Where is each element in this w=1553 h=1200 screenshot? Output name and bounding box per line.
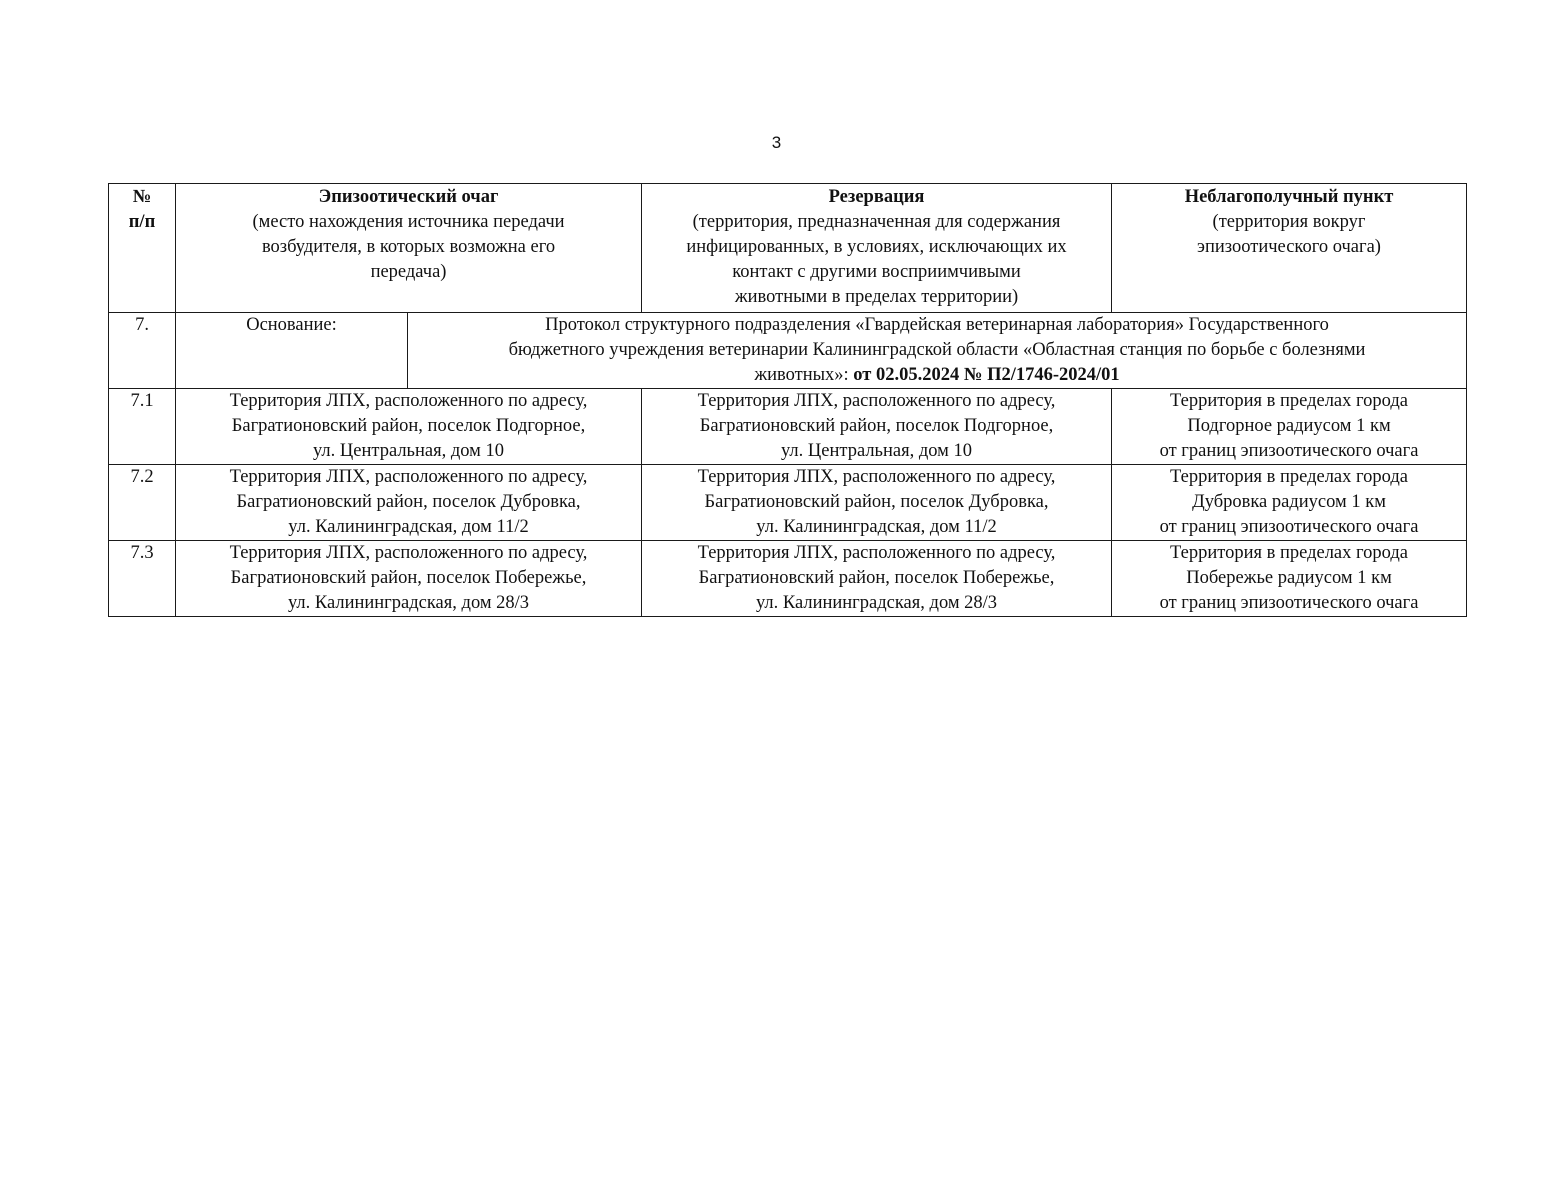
cell-line: ул. Калининградская, дом 11/2 (288, 517, 529, 537)
table-row (109, 541, 1467, 617)
basis-line: бюджетного учреждения ветеринарии Калининградской области «Областная станция по борьбе с болезнями (508, 340, 1366, 360)
basis-line-start: животных»: (754, 365, 849, 385)
cell-line: ул. Центральная, дом 10 (313, 441, 505, 461)
cell-line: от границ эпизоотического очага (1159, 593, 1419, 613)
row-unfavorable (1112, 465, 1467, 541)
header-row (109, 184, 1467, 313)
cell-line: Территория ЛПХ, расположенного по адресу, (697, 391, 1056, 411)
header-unfavorable-line: эпизоотического очага) (1197, 237, 1381, 257)
header-reservation (642, 184, 1112, 313)
cell-line: ул. Калининградская, дом 11/2 (756, 517, 997, 537)
cell-line: Территория ЛПХ, расположенного по адресу, (229, 391, 588, 411)
header-reservation-line: (территория, предназначенная для содержания (692, 212, 1061, 232)
header-unfavorable (1112, 184, 1467, 313)
row-reservation (642, 541, 1112, 617)
header-focus (176, 184, 642, 313)
basis-num: 7. (109, 313, 176, 389)
basis-line (412, 363, 1462, 388)
cell-line: Дубровка радиусом 1 км (1192, 492, 1386, 512)
cell-line: ул. Калининградская, дом 28/3 (287, 593, 530, 613)
row-num: 7.2 (109, 465, 176, 541)
cell-line: Территория ЛПХ, расположенного по адресу, (697, 467, 1056, 487)
cell-line: Багратионовский район, поселок Дубровка, (704, 492, 1049, 512)
cell-line: Территория в пределах города (1170, 391, 1408, 411)
row-focus (176, 541, 642, 617)
cell-line: Подгорное радиусом 1 км (1187, 416, 1391, 436)
cell-line: Территория ЛПХ, расположенного по адресу, (697, 543, 1056, 563)
header-focus-line: возбудителя, в которых возможна его (261, 237, 556, 257)
cell-line: Багратионовский район, поселок Побережье, (230, 568, 587, 588)
cell-line: Багратионовский район, поселок Дубровка, (236, 492, 581, 512)
cell-line: ул. Центральная, дом 10 (781, 441, 973, 461)
header-unfavorable-line: (территория вокруг (1212, 212, 1366, 232)
row-unfavorable (1112, 541, 1467, 617)
cell-line: Территория в пределах города (1170, 543, 1408, 563)
row-reservation (642, 465, 1112, 541)
header-num (109, 184, 176, 313)
table-row (109, 389, 1467, 465)
header-reservation-line: инфицированных, в условиях, исключающих их (686, 237, 1067, 257)
cell-line: ул. Калининградская, дом 28/3 (755, 593, 998, 613)
row-focus (176, 389, 642, 465)
cell-line: Территория в пределах города (1170, 467, 1408, 487)
foci-table (108, 183, 1467, 617)
cell-line: Багратионовский район, поселок Подгорное, (699, 416, 1054, 436)
row-reservation (642, 389, 1112, 465)
header-unfavorable-title: Неблагополучный пункт (1184, 187, 1394, 207)
header-focus-line: (место нахождения источника передачи (252, 212, 565, 232)
header-reservation-title: Резервация (828, 187, 925, 207)
cell-line: Территория ЛПХ, расположенного по адресу, (229, 467, 588, 487)
header-num-line: п/п (128, 212, 156, 232)
header-focus-title: Эпизоотический очаг (318, 187, 499, 207)
header-num-line: № (132, 187, 152, 207)
table-row (109, 465, 1467, 541)
basis-label: Основание: (176, 313, 408, 389)
cell-line: от границ эпизоотического очага (1159, 441, 1419, 461)
cell-line: от границ эпизоотического очага (1159, 517, 1419, 537)
cell-line: Территория ЛПХ, расположенного по адресу, (229, 543, 588, 563)
row-num: 7.3 (109, 541, 176, 617)
header-focus-line: передача) (370, 262, 447, 282)
basis-row (109, 313, 1467, 389)
basis-line: Протокол структурного подразделения «Гвардейская ветеринарная лаборатория» Государственного (545, 315, 1329, 335)
basis-text (408, 313, 1467, 389)
cell-line: Побережье радиусом 1 км (1186, 568, 1392, 588)
row-unfavorable (1112, 389, 1467, 465)
protocol-reference: от 02.05.2024 № П2/1746-2024/01 (848, 365, 1120, 385)
row-focus (176, 465, 642, 541)
row-num: 7.1 (109, 389, 176, 465)
page-number: 3 (771, 133, 782, 152)
cell-line: Багратионовский район, поселок Побережье, (698, 568, 1055, 588)
header-reservation-line: животными в пределах территории) (734, 287, 1019, 307)
header-reservation-line: контакт с другими восприимчивыми (732, 262, 1021, 282)
cell-line: Багратионовский район, поселок Подгорное, (231, 416, 586, 436)
